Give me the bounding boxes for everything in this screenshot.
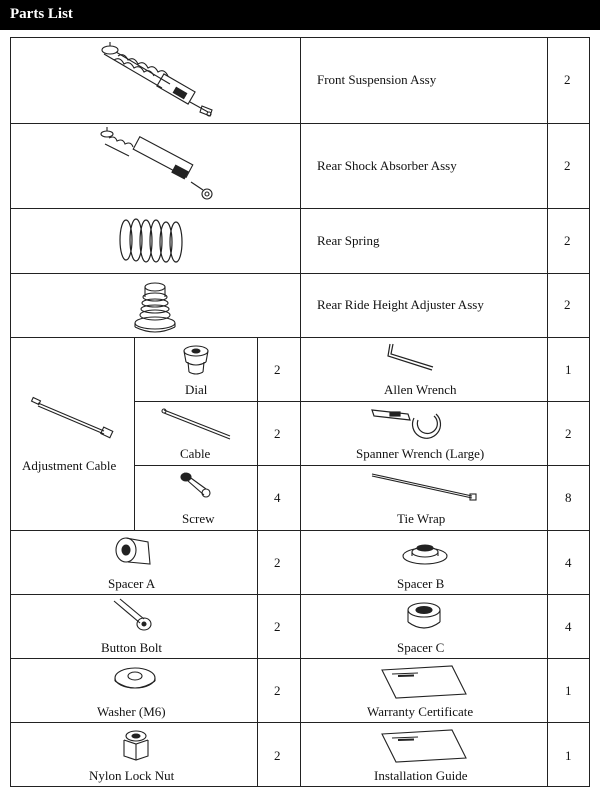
spacer-a-illustration — [112, 532, 158, 572]
spacer-b-name: Spacer B — [397, 576, 445, 591]
rear-shock-name: Rear Shock Absorber Assy — [317, 158, 457, 173]
washer-illustration — [112, 664, 158, 694]
nylon-lock-nut-illustration — [116, 726, 156, 764]
spanner-wrench-qty: 2 — [565, 426, 572, 441]
rear-adjuster-name: Rear Ride Height Adjuster Assy — [317, 297, 484, 312]
adjustment-cable-name: Adjustment Cable — [22, 458, 117, 473]
dial-name: Dial — [185, 382, 208, 397]
button-bolt-illustration — [108, 597, 156, 635]
allen-wrench-illustration — [380, 340, 440, 380]
spacer-c-illustration — [402, 600, 446, 634]
cable-illustration — [158, 404, 238, 440]
install-guide-name: Installation Guide — [374, 768, 468, 783]
spacer-b-illustration — [400, 540, 450, 568]
installation-guide-illustration — [378, 728, 470, 764]
screw-illustration — [176, 469, 216, 501]
warranty-certificate-illustration — [378, 664, 470, 700]
button-bolt-qty: 2 — [274, 619, 281, 634]
button-bolt-name: Button Bolt — [101, 640, 163, 655]
spacer-a-qty: 2 — [274, 555, 281, 570]
rear-adjuster-qty: 2 — [564, 297, 571, 312]
spanner-wrench-name: Spanner Wrench (Large) — [356, 446, 485, 461]
rear-spring-illustration — [112, 212, 192, 270]
front-suspension-illustration — [90, 40, 220, 120]
screw-name: Screw — [182, 511, 215, 526]
tie-wrap-name: Tie Wrap — [397, 511, 446, 526]
parts-list-header — [0, 0, 600, 30]
front-suspension-qty: 2 — [564, 72, 571, 87]
rear-spring-name: Rear Spring — [317, 233, 380, 248]
page-title: Parts List — [10, 6, 73, 22]
spacer-b-qty: 4 — [565, 555, 572, 570]
tie-wrap-qty: 8 — [565, 490, 572, 505]
washer-name: Washer (M6) — [97, 704, 166, 719]
warranty-qty: 1 — [565, 683, 572, 698]
cable-qty: 2 — [274, 426, 281, 441]
tie-wrap-illustration — [368, 470, 483, 504]
spanner-wrench-illustration — [368, 404, 448, 444]
rear-adjuster-illustration — [130, 277, 180, 333]
spacer-c-name: Spacer C — [397, 640, 445, 655]
dial-illustration — [178, 342, 214, 378]
warranty-name: Warranty Certificate — [367, 704, 474, 719]
allen-wrench-qty: 1 — [565, 362, 572, 377]
dial-qty: 2 — [274, 362, 281, 377]
rear-spring-qty: 2 — [564, 233, 571, 248]
nylon-nut-name: Nylon Lock Nut — [89, 768, 175, 783]
install-guide-qty: 1 — [565, 748, 572, 763]
cable-name: Cable — [180, 446, 211, 461]
rear-shock-illustration — [95, 126, 220, 206]
adjustment-cable-illustration — [28, 395, 118, 441]
screw-qty: 4 — [274, 490, 281, 505]
nylon-nut-qty: 2 — [274, 748, 281, 763]
washer-qty: 2 — [274, 683, 281, 698]
front-suspension-name: Front Suspension Assy — [317, 72, 437, 87]
allen-wrench-name: Allen Wrench — [384, 382, 457, 397]
spacer-c-qty: 4 — [565, 619, 572, 634]
spacer-a-name: Spacer A — [108, 576, 156, 591]
rear-shock-qty: 2 — [564, 158, 571, 173]
